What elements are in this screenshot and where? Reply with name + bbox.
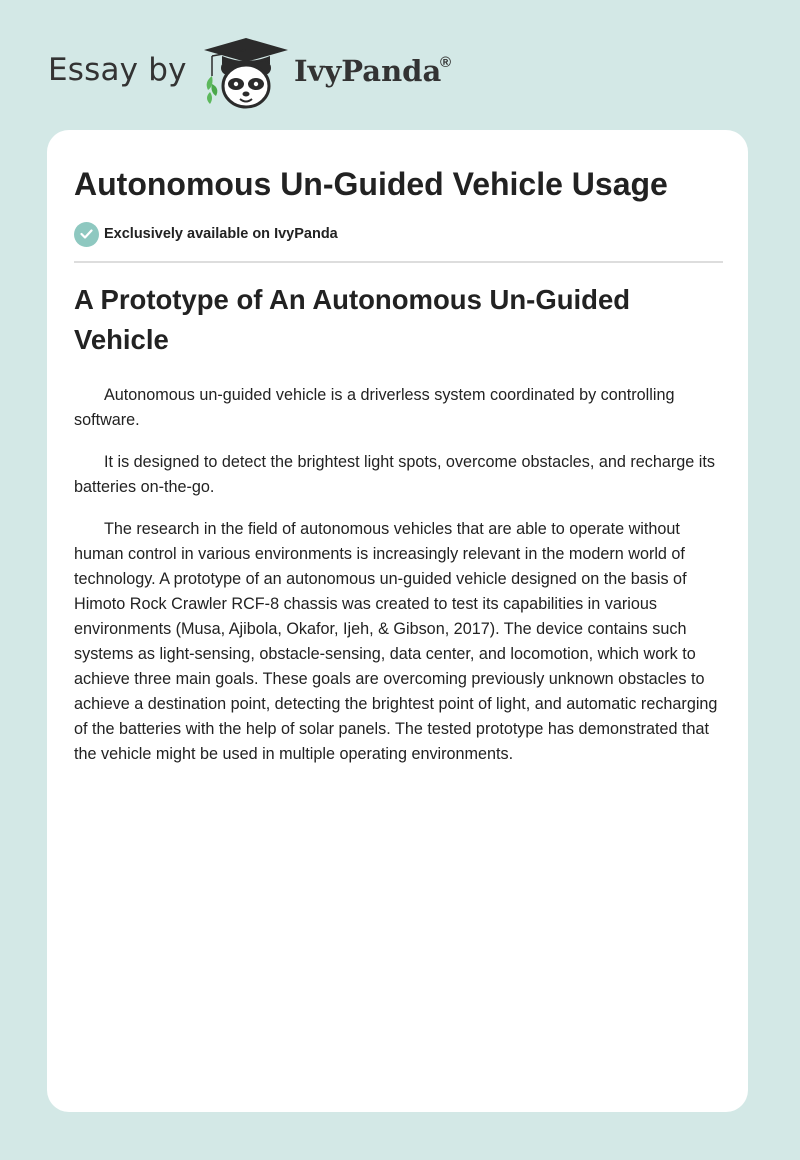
paragraph: It is designed to detect the brightest light spots, overcome obstacles, and recharge its batteries on-the-go. bbox=[74, 453, 715, 496]
section-heading: A Prototype of An Autonomous Un-Guided Vehicle bbox=[74, 284, 631, 355]
essay-by-label: Essay by bbox=[48, 52, 187, 88]
site-header bbox=[0, 0, 800, 130]
paragraph: Autonomous un-guided vehicle is a driverless system coordinated by controlling software. bbox=[74, 386, 675, 429]
exclusive-label: Exclusively available on IvyPanda bbox=[104, 226, 338, 242]
registered-mark: ® bbox=[440, 54, 452, 71]
exclusive-badge bbox=[74, 221, 338, 247]
essay-body bbox=[74, 383, 726, 784]
essay-card bbox=[47, 130, 748, 1112]
paragraph: The research in the field of autonomous vehicles that are able to operate without human control in various environments is increasingly relevant in the modern world of technology. A prototype of an autonomous un-guided vehicle designed on the basis of Himoto Rock Crawler RCF-8 chassis was created to test its capabilities in various environments (Musa, Ajibola, Okafor, Ijeh, & Gibson, 2017). The device contains such systems as light-sensing, obstacle-sensing, data center, and locomotion, which work to achieve three main goals. These goals are overcoming previously unknown obstacles to achieve a destination point, detecting the brightest point of light, and automatic recharging of the batteries with the help of solar panels. The tested prototype has demonstrated that the vehicle might be used in multiple operating environments. bbox=[74, 520, 718, 763]
brand-name[interactable]: IvyPanda bbox=[294, 54, 442, 88]
title-divider bbox=[74, 261, 723, 263]
panda-graduation-cap-icon[interactable] bbox=[200, 36, 292, 110]
check-circle-icon bbox=[74, 222, 99, 247]
document-title: Autonomous Un-Guided Vehicle Usage bbox=[74, 166, 668, 202]
